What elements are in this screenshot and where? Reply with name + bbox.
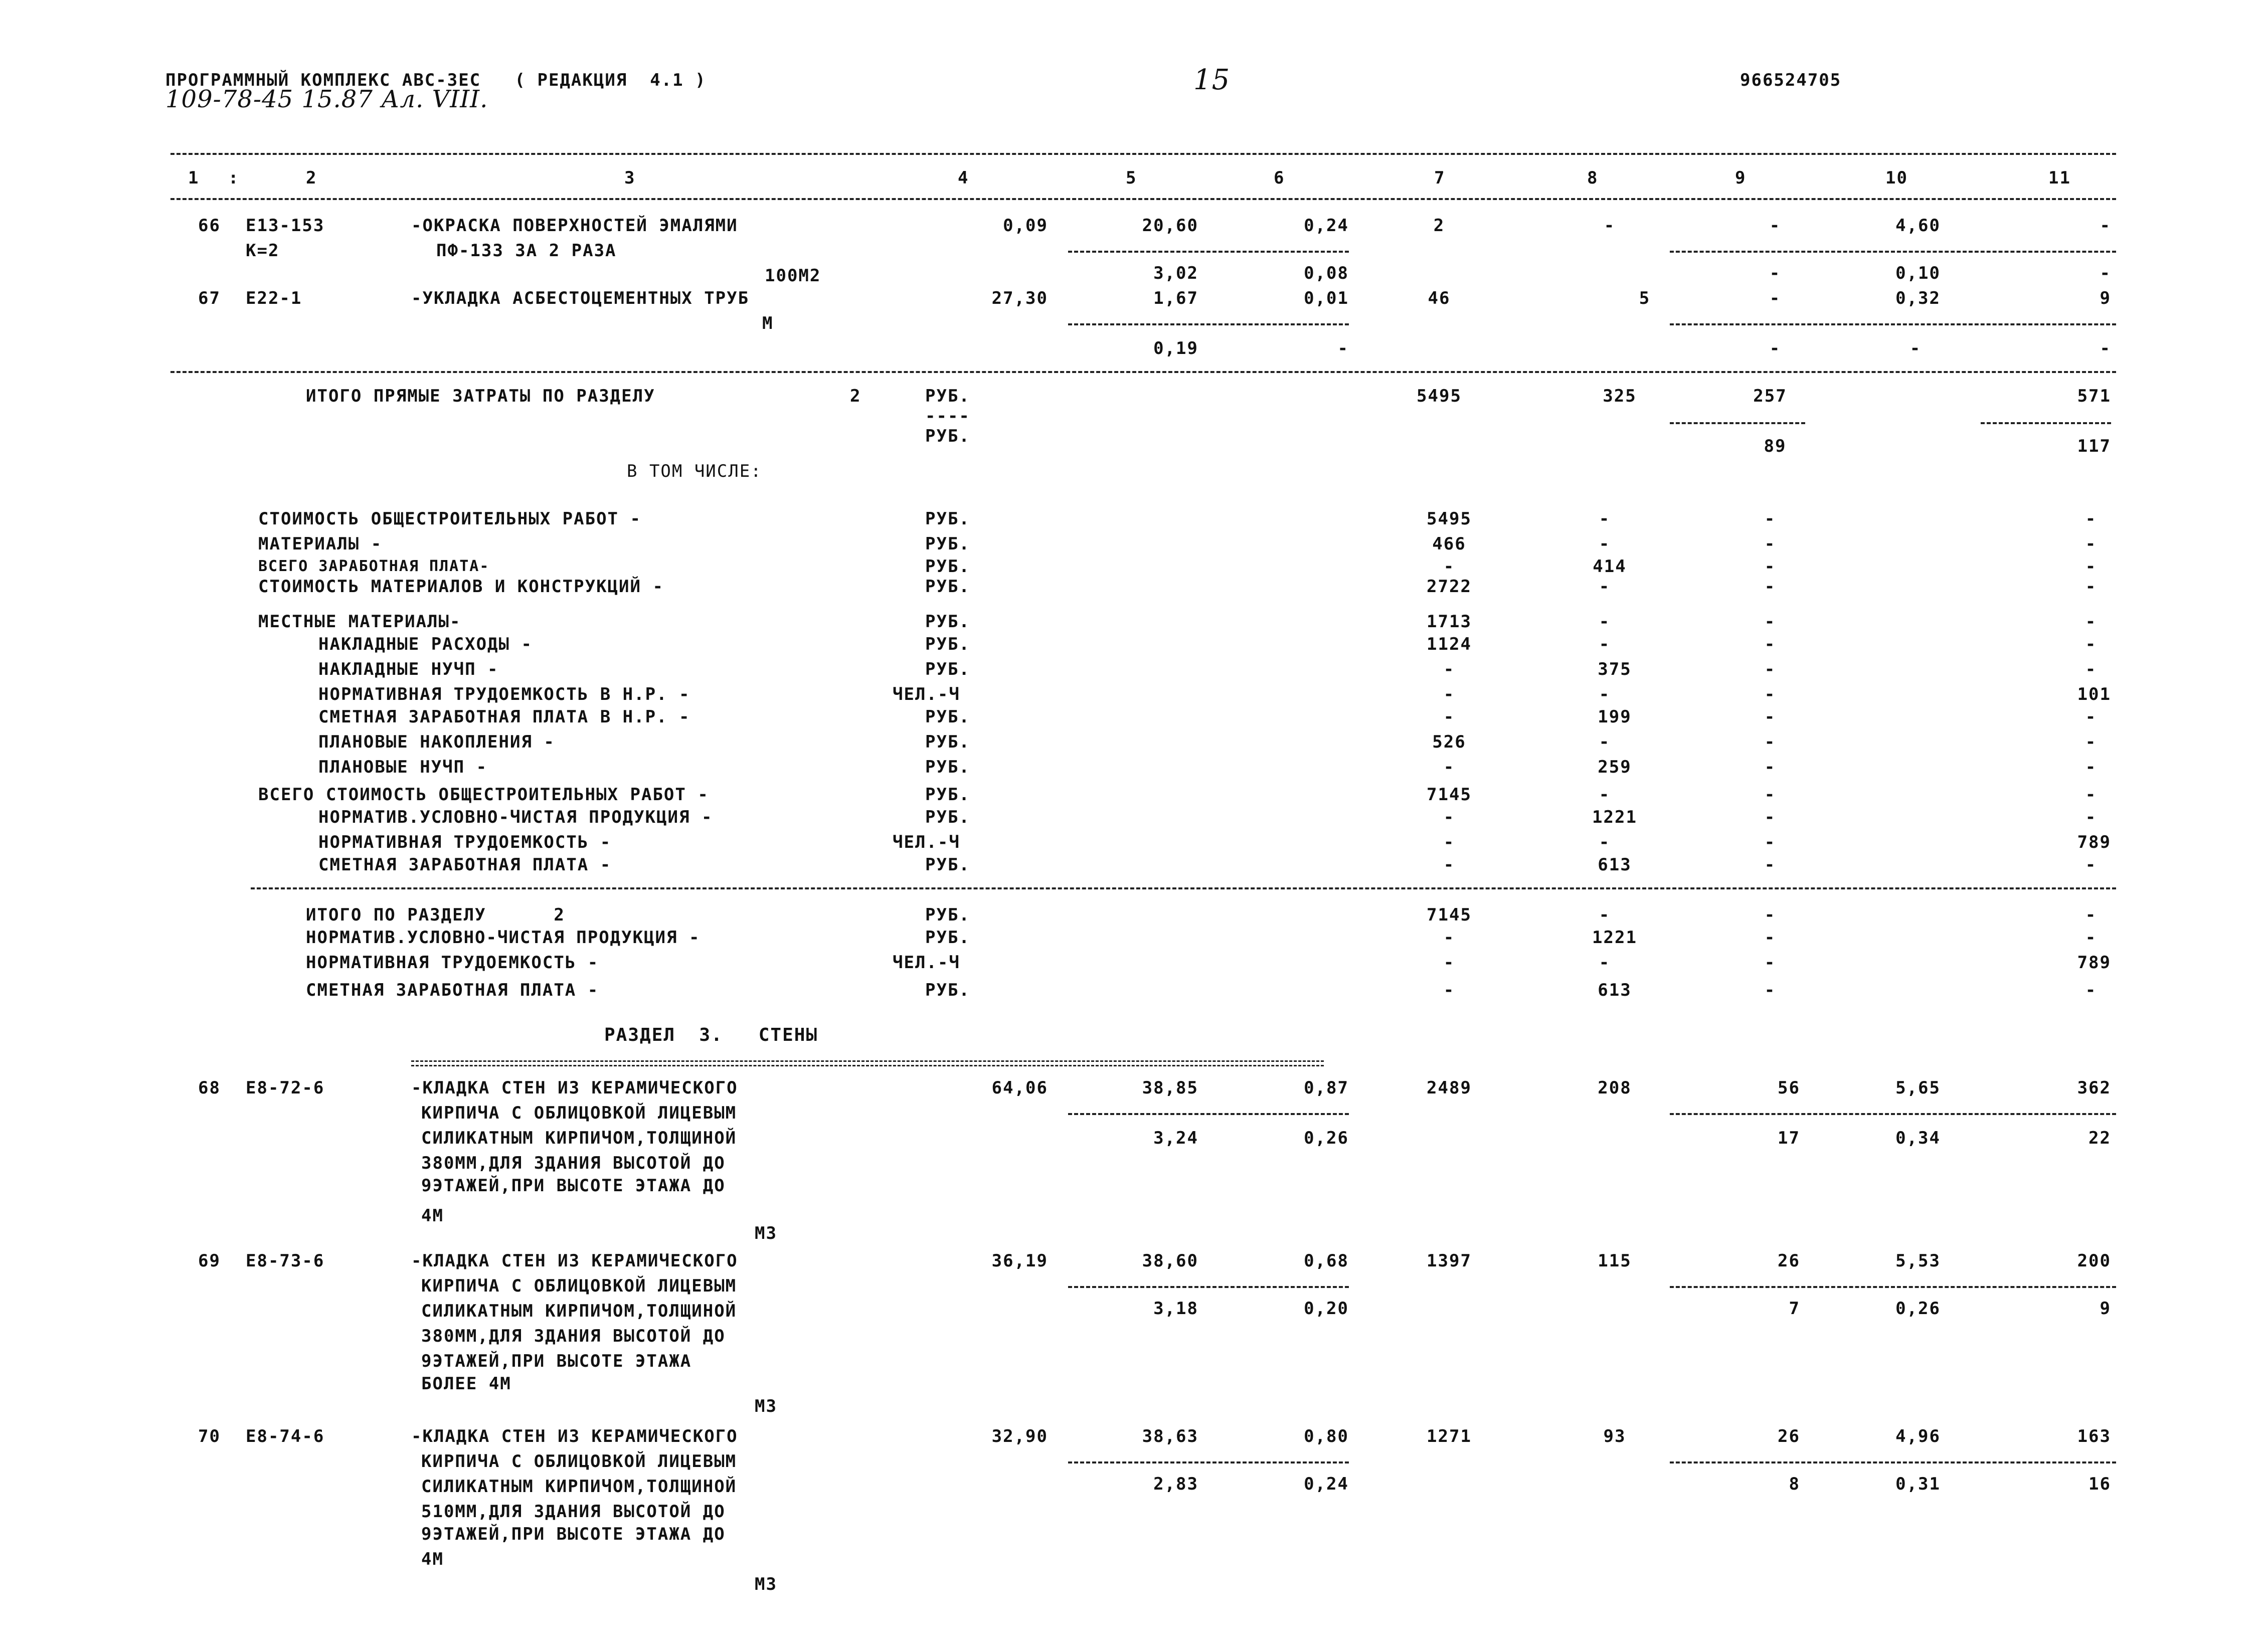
cell-col11: 200 — [2077, 1251, 2111, 1271]
row-code: Е8-72-6 — [246, 1078, 325, 1098]
breakdown-col8: - — [1599, 785, 1611, 805]
col-header-11: 11 — [2048, 168, 2071, 188]
breakdown-col8: - — [1599, 534, 1611, 554]
total-unit-separator: ---- — [925, 406, 970, 426]
breakdown-col9: - — [1764, 757, 1776, 777]
row-unit: М — [762, 313, 774, 333]
breakdown-col9: - — [1764, 684, 1776, 704]
breakdown-col11: - — [2085, 612, 2097, 632]
cell-col11: - — [2100, 216, 2111, 236]
section-total-col7: 7145 — [1427, 905, 1472, 925]
cell-col9: 26 — [1778, 1426, 1800, 1446]
breakdown-col9: - — [1764, 785, 1776, 805]
breakdown-col7: 1124 — [1427, 634, 1472, 654]
cell-col6-sub: 0,26 — [1304, 1128, 1349, 1148]
breakdown-col9: - — [1764, 832, 1776, 852]
cell-separator — [1670, 251, 2116, 253]
cell-col10: 5,65 — [1895, 1078, 1941, 1098]
breakdown-col8: 1221 — [1592, 807, 1637, 827]
section-total-col9: - — [1764, 905, 1776, 925]
section-total-unit: ЧЕЛ.-Ч — [893, 953, 960, 973]
total-col11: 571 — [2077, 386, 2111, 406]
cell-col11-sub: 22 — [2089, 1128, 2111, 1148]
col-header-colon: : — [228, 168, 240, 188]
breakdown-col9: - — [1764, 534, 1776, 554]
row-description-line: -КЛАДКА СТЕН ИЗ КЕРАМИЧЕСКОГО — [411, 1426, 738, 1446]
section-total-label: СМЕТНАЯ ЗАРАБОТНАЯ ПЛАТА - — [306, 980, 599, 1000]
row-description-line: 9ЭТАЖЕЙ,ПРИ ВЫСОТЕ ЭТАЖА — [421, 1351, 692, 1371]
breakdown-unit: РУБ. — [925, 577, 970, 597]
cell-col5-sub: 3,18 — [1153, 1299, 1198, 1319]
cell-col4: 64,06 — [991, 1078, 1048, 1098]
cell-col8: 5 — [1639, 288, 1651, 308]
cell-col5-sub: 3,02 — [1153, 263, 1198, 283]
breakdown-unit: РУБ. — [925, 807, 970, 827]
col-header-10: 10 — [1885, 168, 1908, 188]
total-col7: 5495 — [1417, 386, 1462, 406]
row-description-line: -ОКРАСКА ПОВЕРХНОСТЕЙ ЭМАЛЯМИ — [411, 216, 738, 236]
breakdown-col7: - — [1443, 855, 1455, 875]
section-total-col9: - — [1764, 980, 1776, 1000]
col-header-4: 4 — [958, 168, 969, 188]
breakdown-unit: ЧЕЛ.-Ч — [893, 684, 960, 704]
section-rule — [170, 371, 2116, 373]
row-coefficient: К=2 — [246, 241, 280, 261]
row-description-line: КИРПИЧА С ОБЛИЦОВКОЙ ЛИЦЕВЫМ — [421, 1103, 737, 1123]
breakdown-unit: РУБ. — [925, 612, 970, 632]
breakdown-col11: - — [2085, 634, 2097, 654]
row-description-line: 4М — [421, 1206, 444, 1226]
breakdown-label: СТОИМОСТЬ МАТЕРИАЛОВ И КОНСТРУКЦИЙ - — [258, 577, 664, 597]
cell-col10-sub: 0,31 — [1895, 1474, 1941, 1494]
total-section-number: 2 — [850, 386, 861, 406]
breakdown-col11: - — [2085, 707, 2097, 727]
breakdown-col11: - — [2085, 785, 2097, 805]
row-description-line: СИЛИКАТНЫМ КИРПИЧОМ,ТОЛЩИНОЙ — [421, 1128, 737, 1148]
breakdown-col8: 259 — [1598, 757, 1632, 777]
section-total-col7: - — [1443, 928, 1455, 948]
cell-col5-sub: 3,24 — [1153, 1128, 1198, 1148]
section-title-underline — [411, 1060, 1324, 1066]
breakdown-unit: РУБ. — [925, 659, 970, 679]
breakdown-col9: - — [1764, 659, 1776, 679]
cell-col11-sub: - — [2100, 338, 2111, 358]
row-unit: М3 — [755, 1223, 777, 1243]
page-number: 15 — [1193, 64, 1231, 96]
cell-col7: 46 — [1428, 288, 1451, 308]
cell-col7: 1397 — [1427, 1251, 1472, 1271]
cell-col4: 0,09 — [1003, 216, 1048, 236]
breakdown-unit: РУБ. — [925, 509, 970, 529]
total-unit: РУБ. — [925, 386, 970, 406]
cell-separator — [1068, 1286, 1349, 1288]
header-bottom-rule — [170, 198, 2116, 200]
breakdown-col11: - — [2085, 757, 2097, 777]
cell-col6: 0,24 — [1304, 216, 1349, 236]
table-top-rule — [170, 153, 2116, 155]
cell-col10: 4,60 — [1895, 216, 1941, 236]
cell-col10: 5,53 — [1895, 1251, 1941, 1271]
breakdown-label: ПЛАНОВЫЕ НАКОПЛЕНИЯ - — [318, 732, 555, 752]
row-description-line: КИРПИЧА С ОБЛИЦОВКОЙ ЛИЦЕВЫМ — [421, 1276, 737, 1296]
breakdown-label: НОРМАТИВ.УСЛОВНО-ЧИСТАЯ ПРОДУКЦИЯ - — [318, 807, 713, 827]
section-total-col8: 613 — [1598, 980, 1632, 1000]
cell-col8: 208 — [1598, 1078, 1632, 1098]
cell-col7: 1271 — [1427, 1426, 1472, 1446]
row-description-line: 380ММ,ДЛЯ ЗДАНИЯ ВЫСОТОЙ ДО — [421, 1326, 726, 1346]
cell-col10: 4,96 — [1895, 1426, 1941, 1446]
breakdown-col8: - — [1599, 684, 1611, 704]
total-col9: 257 — [1753, 386, 1787, 406]
document-code: 966524705 — [1740, 70, 1842, 90]
cell-col6-sub: 0,08 — [1304, 263, 1349, 283]
breakdown-col7: - — [1443, 832, 1455, 852]
row-code: Е8-73-6 — [246, 1251, 325, 1271]
cell-col10-sub: - — [1909, 338, 1922, 358]
row-number: 69 — [198, 1251, 221, 1271]
cell-col6: 0,80 — [1304, 1426, 1349, 1446]
breakdown-col8: - — [1599, 577, 1611, 597]
section-total-label: НОРМАТИВ.УСЛОВНО-ЧИСТАЯ ПРОДУКЦИЯ - — [306, 928, 701, 948]
row-unit: 100М2 — [765, 266, 821, 286]
row-number: 66 — [198, 216, 221, 236]
col-header-5: 5 — [1126, 168, 1137, 188]
breakdown-col11: - — [2085, 557, 2097, 577]
cell-col8: 93 — [1603, 1426, 1626, 1446]
cell-col11: 9 — [2100, 288, 2111, 308]
row-description-line: ПФ-133 ЗА 2 РАЗА — [436, 241, 617, 261]
breakdown-col11: - — [2085, 855, 2097, 875]
cell-col5: 1,67 — [1153, 288, 1198, 308]
section-total-col11: - — [2085, 980, 2097, 1000]
cell-separator — [1670, 1461, 2116, 1463]
cell-separator — [1068, 1113, 1349, 1115]
cell-col11: 163 — [2077, 1426, 2111, 1446]
breakdown-col9: - — [1764, 509, 1776, 529]
cell-separator — [1670, 422, 1805, 424]
cell-col9-sub: 8 — [1789, 1474, 1800, 1494]
program-title: ПРОГРАММНЫЙ КОМПЛЕКС АВС-3ЕС ( РЕДАКЦИЯ 4.1 ) — [165, 70, 707, 90]
section-total-col9: - — [1764, 928, 1776, 948]
breakdown-col8: 375 — [1598, 659, 1632, 679]
cell-col5: 38,85 — [1142, 1078, 1198, 1098]
cell-col5-sub: 0,19 — [1153, 338, 1198, 358]
cell-col8: - — [1604, 216, 1616, 236]
row-description-line: 4М — [421, 1549, 444, 1569]
row-description-line: КИРПИЧА С ОБЛИЦОВКОЙ ЛИЦЕВЫМ — [421, 1451, 737, 1472]
section-title: РАЗДЕЛ 3. СТЕНЫ — [604, 1025, 818, 1045]
cell-col7: 2489 — [1427, 1078, 1472, 1098]
total-col9-sub: 89 — [1764, 436, 1787, 456]
breakdown-col7: - — [1443, 659, 1455, 679]
breakdown-col11: - — [2085, 509, 2097, 529]
cell-col11-sub: - — [2100, 263, 2111, 283]
section-total-col11: - — [2085, 905, 2097, 925]
cell-col9: - — [1769, 288, 1781, 308]
breakdown-col9: - — [1764, 855, 1776, 875]
cell-col4: 36,19 — [991, 1251, 1048, 1271]
section-total-col11: 789 — [2077, 953, 2111, 973]
row-number: 68 — [198, 1078, 221, 1098]
section-total-col8: - — [1599, 953, 1611, 973]
cell-col11-sub: 9 — [2100, 1299, 2111, 1319]
cell-separator — [1981, 422, 2111, 424]
total-unit-secondary: РУБ. — [925, 426, 970, 446]
breakdown-col11: - — [2085, 659, 2097, 679]
section-total-col9: - — [1764, 953, 1776, 973]
cell-col9-sub: 17 — [1778, 1128, 1800, 1148]
section-total-col8: 1221 — [1592, 928, 1637, 948]
breakdown-col11: - — [2085, 577, 2097, 597]
section-total-col11: - — [2085, 928, 2097, 948]
breakdown-label: СТОИМОСТЬ ОБЩЕСТРОИТЕЛЬНЫХ РАБОТ - — [258, 509, 641, 529]
breakdown-col8: - — [1599, 732, 1611, 752]
row-number: 67 — [198, 288, 221, 308]
breakdown-label: НОРМАТИВНАЯ ТРУДОЕМКОСТЬ - — [318, 832, 612, 852]
cell-col5: 20,60 — [1142, 216, 1198, 236]
col-header-2: 2 — [306, 168, 317, 188]
breakdown-col7: 2722 — [1427, 577, 1472, 597]
breakdown-col7: - — [1443, 757, 1455, 777]
breakdown-col8: 199 — [1598, 707, 1632, 727]
cell-col10-sub: 0,10 — [1895, 263, 1941, 283]
cell-separator — [1068, 1461, 1349, 1463]
row-description-line: 510ММ,ДЛЯ ЗДАНИЯ ВЫСОТОЙ ДО — [421, 1502, 726, 1522]
cell-separator — [1670, 1113, 2116, 1115]
section-total-unit: РУБ. — [925, 980, 970, 1000]
row-unit: М3 — [755, 1396, 777, 1416]
section-total-col7: - — [1443, 953, 1455, 973]
row-code: Е13-153 — [246, 216, 325, 236]
cell-separator — [1068, 323, 1349, 325]
breakdown-col11: 789 — [2077, 832, 2111, 852]
breakdown-col8: - — [1599, 832, 1611, 852]
row-description-line: СИЛИКАТНЫМ КИРПИЧОМ,ТОЛЩИНОЙ — [421, 1301, 737, 1321]
including-label: В ТОМ ЧИСЛЕ: — [627, 461, 762, 481]
cell-col5: 38,60 — [1142, 1251, 1198, 1271]
row-description-line: 9ЭТАЖЕЙ,ПРИ ВЫСОТЕ ЭТАЖА ДО — [421, 1176, 726, 1196]
cell-separator — [1068, 251, 1349, 253]
row-number: 70 — [198, 1426, 221, 1446]
total-col8: 325 — [1603, 386, 1637, 406]
col-header-9: 9 — [1735, 168, 1747, 188]
row-description-line: -КЛАДКА СТЕН ИЗ КЕРАМИЧЕСКОГО — [411, 1251, 738, 1271]
row-description-line: 9ЭТАЖЕЙ,ПРИ ВЫСОТЕ ЭТАЖА ДО — [421, 1524, 726, 1544]
cell-col5: 38,63 — [1142, 1426, 1198, 1446]
breakdown-unit: ЧЕЛ.-Ч — [893, 832, 960, 852]
breakdown-label: СМЕТНАЯ ЗАРАБОТНАЯ ПЛАТА - — [318, 855, 612, 875]
breakdown-col7: - — [1443, 684, 1455, 704]
row-description-line: 380ММ,ДЛЯ ЗДАНИЯ ВЫСОТОЙ ДО — [421, 1153, 726, 1173]
breakdown-label: ПЛАНОВЫЕ НУЧП - — [318, 757, 488, 777]
breakdown-unit: РУБ. — [925, 757, 970, 777]
cell-col11: 362 — [2077, 1078, 2111, 1098]
breakdown-col9: - — [1764, 557, 1776, 577]
breakdown-col8: - — [1599, 612, 1611, 632]
breakdown-label: НАКЛАДНЫЕ НУЧП - — [318, 659, 499, 679]
cell-col10-sub: 0,34 — [1895, 1128, 1941, 1148]
breakdown-col7: 1713 — [1427, 612, 1472, 632]
row-description-line: -УКЛАДКА АСБЕСТОЦЕМЕНТНЫХ ТРУБ — [411, 288, 750, 308]
breakdown-label: МАТЕРИАЛЫ - — [258, 534, 383, 554]
breakdown-label: НОРМАТИВНАЯ ТРУДОЕМКОСТЬ В Н.Р. - — [318, 684, 690, 704]
cell-col4: 32,90 — [991, 1426, 1048, 1446]
breakdown-label: МЕСТНЫЕ МАТЕРИАЛЫ- — [258, 612, 461, 632]
row-description-line: БОЛЕЕ 4М — [421, 1374, 511, 1394]
cell-col9-sub: 7 — [1789, 1299, 1800, 1319]
cell-col11-sub: 16 — [2089, 1474, 2111, 1494]
breakdown-col7: 7145 — [1427, 785, 1472, 805]
row-description-line: -КЛАДКА СТЕН ИЗ КЕРАМИЧЕСКОГО — [411, 1078, 738, 1098]
breakdown-col9: - — [1764, 577, 1776, 597]
col-header-6: 6 — [1274, 168, 1285, 188]
breakdown-col7: - — [1443, 557, 1455, 577]
col-header-8: 8 — [1587, 168, 1599, 188]
breakdown-col9: - — [1764, 634, 1776, 654]
breakdown-col8: 414 — [1593, 557, 1627, 577]
cell-col9: 26 — [1778, 1251, 1800, 1271]
total-label: ИТОГО ПРЯМЫЕ ЗАТРАТЫ ПО РАЗДЕЛУ — [306, 386, 655, 406]
row-description-line: СИЛИКАТНЫМ КИРПИЧОМ,ТОЛЩИНОЙ — [421, 1477, 737, 1497]
breakdown-col11: - — [2085, 807, 2097, 827]
col-header-1: 1 — [188, 168, 200, 188]
cell-col6-sub: - — [1337, 338, 1349, 358]
breakdown-col7: 466 — [1432, 534, 1466, 554]
cell-col10-sub: 0,26 — [1895, 1299, 1941, 1319]
breakdown-label: СМЕТНАЯ ЗАРАБОТНАЯ ПЛАТА В Н.Р. - — [318, 707, 690, 727]
col-header-3: 3 — [624, 168, 636, 188]
cell-col6: 0,87 — [1304, 1078, 1349, 1098]
section-total-unit: РУБ. — [925, 928, 970, 948]
breakdown-col11: 101 — [2077, 684, 2111, 704]
cell-col6-sub: 0,20 — [1304, 1299, 1349, 1319]
breakdown-label: НАКЛАДНЫЕ РАСХОДЫ - — [318, 634, 533, 654]
section-rule — [251, 887, 2116, 889]
breakdown-label: ВСЕГО ЗАРАБОТНАЯ ПЛАТА- — [258, 558, 490, 575]
cell-col9-sub: - — [1769, 263, 1781, 283]
handwritten-reference: 109-78-45 15.87 Ал. VIII. — [165, 85, 488, 113]
breakdown-col8: 613 — [1598, 855, 1632, 875]
cell-col5-sub: 2,83 — [1153, 1474, 1198, 1494]
breakdown-col7: 5495 — [1427, 509, 1472, 529]
row-code: Е22-1 — [246, 288, 302, 308]
cell-col6: 0,01 — [1304, 288, 1349, 308]
breakdown-unit: РУБ. — [925, 732, 970, 752]
cell-col6: 0,68 — [1304, 1251, 1349, 1271]
section-total-unit: РУБ. — [925, 905, 970, 925]
cell-col9: 56 — [1778, 1078, 1800, 1098]
section-total-label: ИТОГО ПО РАЗДЕЛУ 2 — [306, 905, 565, 925]
cell-col9-sub: - — [1769, 338, 1781, 358]
breakdown-unit: РУБ. — [925, 707, 970, 727]
breakdown-col7: - — [1443, 707, 1455, 727]
section-total-col8: - — [1599, 905, 1611, 925]
total-col11-sub: 117 — [2077, 436, 2111, 456]
cell-col7: 2 — [1433, 216, 1445, 236]
cell-separator — [1670, 323, 2116, 325]
section-total-col7: - — [1443, 980, 1455, 1000]
breakdown-col8: - — [1599, 634, 1611, 654]
breakdown-col9: - — [1764, 807, 1776, 827]
breakdown-col9: - — [1764, 612, 1776, 632]
breakdown-unit: РУБ. — [925, 534, 970, 554]
breakdown-col11: - — [2085, 732, 2097, 752]
breakdown-unit: РУБ. — [925, 634, 970, 654]
breakdown-col9: - — [1764, 732, 1776, 752]
breakdown-label: ВСЕГО СТОИМОСТЬ ОБЩЕСТРОИТЕЛЬНЫХ РАБОТ - — [258, 785, 709, 805]
breakdown-col7: 526 — [1432, 732, 1466, 752]
cell-col6-sub: 0,24 — [1304, 1474, 1349, 1494]
breakdown-col11: - — [2085, 534, 2097, 554]
cell-col8: 115 — [1598, 1251, 1632, 1271]
breakdown-col8: - — [1599, 509, 1611, 529]
col-header-7: 7 — [1434, 168, 1446, 188]
breakdown-col9: - — [1764, 707, 1776, 727]
breakdown-unit: РУБ. — [925, 785, 970, 805]
cell-col9: - — [1769, 216, 1781, 236]
row-code: Е8-74-6 — [246, 1426, 325, 1446]
breakdown-unit: РУБ. — [925, 855, 970, 875]
section-total-label: НОРМАТИВНАЯ ТРУДОЕМКОСТЬ - — [306, 953, 599, 973]
breakdown-col7: - — [1443, 807, 1455, 827]
cell-col4: 27,30 — [991, 288, 1048, 308]
row-unit: М3 — [755, 1574, 777, 1594]
breakdown-unit: РУБ. — [925, 557, 970, 577]
cell-col10: 0,32 — [1895, 288, 1941, 308]
cell-separator — [1670, 1286, 2116, 1288]
